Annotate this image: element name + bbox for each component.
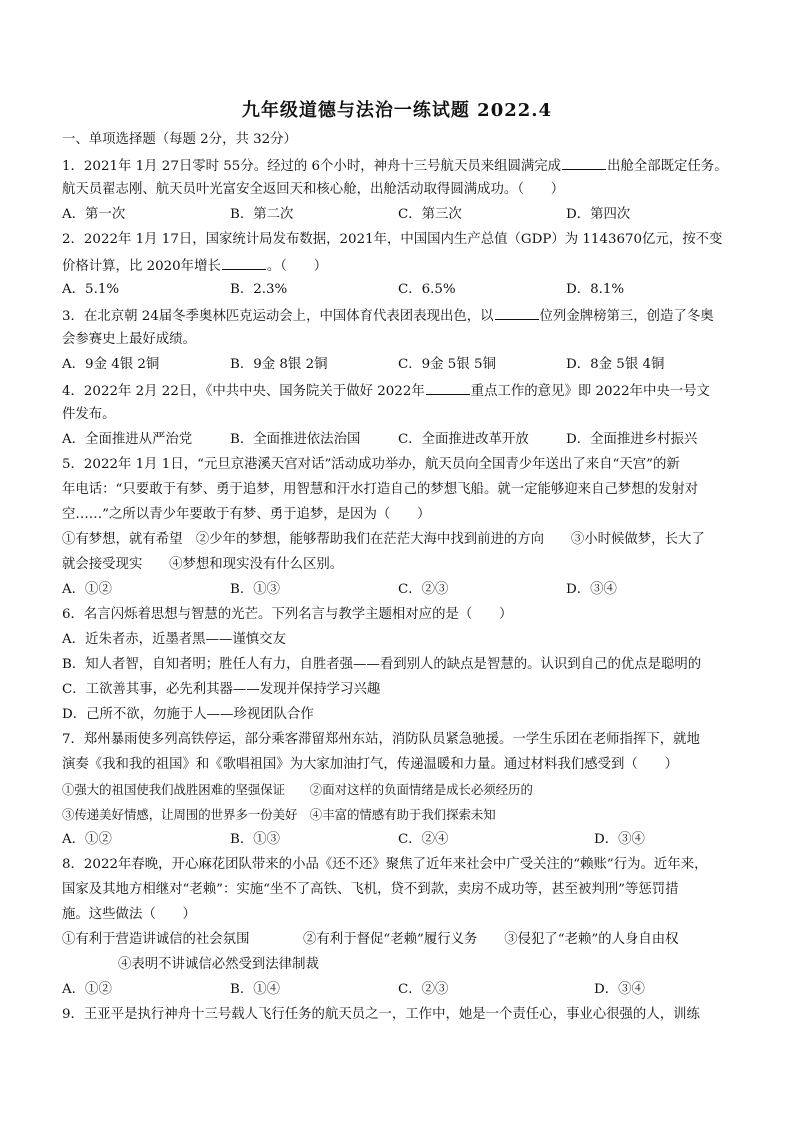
question-8-statements-2: ④表明不讲诚信必然受到法律制裁: [118, 957, 319, 972]
question-7-line-1: 7．郑州暴雨使多列高铁停运，部分乘客滞留郑州东站，消防队员紧急驰援。一学生乐团在老师指挥下，就地: [62, 732, 700, 747]
q1-option-a: A．第一次: [62, 207, 126, 222]
question-3-line-2: 会参赛史上最好成绩。: [62, 332, 196, 347]
question-4-line-1: 4．2022年 2月 22日，《中共中央、国务院关于做好 2022年 重点工作的意见》即 2022年中央一号文: [62, 381, 710, 401]
q2-option-d: D．8.1%: [566, 282, 625, 297]
q2-option-a: A．5.1%: [62, 282, 120, 297]
q7-option-c: C．②④: [398, 832, 449, 847]
q7-option-d: D．③④: [594, 832, 645, 847]
question-5-statements-2: 就会接受现实 ④梦想和现实没有什么区别。: [62, 557, 344, 572]
question-8-line-1: 8．2022年春晚，开心麻花团队带来的小品《还不还》聚焦了近年来社会中广受关注的“赖账”行为。近年来，: [62, 857, 708, 872]
question-5-line-2: 年电话：“只要敢于有梦、勇于追梦，用智慧和汗水打造自己的梦想飞船。就一定能够迎来自己梦想的发射对: [62, 482, 699, 497]
q1-option-d: D．第四次: [566, 207, 631, 222]
question-9-line-1: 9．王亚平是执行神舟十三号载人飞行任务的航天员之一，工作中，她是一个责任心，事业心很强的人，训练: [62, 1007, 700, 1022]
question-3-line-1: 3．在北京朝 24届冬季奥林匹克运动会上，中国体育代表团表现出色，以 位列金牌榜第三，创造了冬奥: [62, 306, 714, 326]
question-6-line-1: 6．名言闪烁着思想与智慧的光芒。下列名言与教学主题相对应的是（ ）: [62, 607, 513, 622]
q7-option-a: A．①②: [62, 832, 112, 847]
answer-blank: [562, 156, 606, 170]
question-5-line-1: 5．2022年 1月 1日，“元旦京港溪天宫对话”活动成功举办，航天员向全国青少年送出了来自“天宫”的新: [62, 457, 680, 472]
q6-option-b: B．知人者智，自知者明；胜任人有力，自胜者强——看到别人的缺点是智慧的。认识到自己的优点是聪明的: [62, 657, 702, 672]
answer-blank: [426, 381, 470, 395]
question-4-line-2: 件发布。: [62, 407, 116, 422]
q5-option-d: D．③④: [566, 582, 617, 597]
q1-option-c: C．第三次: [398, 207, 462, 222]
q5-option-a: A．①②: [62, 582, 112, 597]
question-7-statements-1: ①强大的祖国使我们战胜困难的坚强保证 ②面对这样的负面情绪是成长必须经历的: [62, 782, 533, 797]
answer-blank: [495, 306, 539, 320]
q4-option-a: A．全面推进从严治党: [62, 432, 193, 447]
question-8-line-3: 施。这些做法（ ）: [62, 907, 196, 922]
question-5-line-3: 空……”之所以青少年要敢于有梦、勇于追梦，是因为（ ）: [62, 507, 431, 522]
q1-option-b: B．第二次: [230, 207, 294, 222]
question-1-line-1: 1．2021年 1月 27日零时 55分。经过的 6个小时，神舟十三号航天员来组圆满完成 出舱全部既定任务。: [62, 156, 728, 176]
question-8-line-2: 国家及其地方相继对“老赖”：实施“坐不了高铁、飞机，贷不到款，卖房不成功等，甚至被判刑”等惩罚措: [62, 882, 679, 897]
question-5-statements-1: ①有梦想，就有希望 ②少年的梦想，能够帮助我们在茫茫大海中找到前进的方向 ③小时候做梦，长大了: [62, 532, 705, 547]
q4-option-b: B．全面推进依法治国: [230, 432, 361, 447]
question-1-line-2: 航天员翟志刚、航天员叶光富安全返回天和核心舱，出舱活动取得圆满成功。（ ）: [62, 182, 565, 197]
q3-option-b: B．9金 8银 2铜: [230, 357, 328, 372]
q3-option-c: C．9金 5银 5铜: [398, 357, 496, 372]
q8-option-a: A．①②: [62, 982, 112, 997]
question-2-line-2: 价格计算，比 2020年增长 。（ ）: [62, 256, 327, 276]
q6-option-d: D．己所不欲，勿施于人——珍视团队合作: [62, 707, 314, 722]
question-7-line-2: 演奏《我和我的祖国》和《歌唱祖国》为大家加油打气，传递温暖和力量。通过材料我们感受到（ ）: [62, 757, 678, 772]
q3-option-a: A．9金 4银 2铜: [62, 357, 160, 372]
q4-option-c: C．全面推进改革开放: [398, 432, 529, 447]
q4-option-d: D．全面推进乡村振兴: [566, 432, 698, 447]
q6-option-a: A．近朱者赤，近墨者黑——谨慎交友: [62, 632, 286, 647]
question-2-line-1: 2．2022年 1月 17日，国家统计局发布数据，2021年，中国国内生产总值（GDP）为 1143670亿元，按不变: [62, 232, 723, 247]
answer-blank: [222, 256, 266, 270]
q5-option-b: B．①③: [230, 582, 281, 597]
q8-option-b: B．①④: [230, 982, 281, 997]
q6-option-c: C．工欲善其事，必先利其器——发现并保持学习兴趣: [62, 682, 381, 697]
q8-option-c: C．②③: [398, 982, 449, 997]
question-7-statements-2: ③传递美好情感，让周围的世界多一份美好 ④丰富的情感有助于我们探索未知: [62, 807, 496, 822]
q7-option-b: B．①③: [230, 832, 281, 847]
q8-option-d: D．③④: [594, 982, 645, 997]
q2-option-b: B．2.3%: [230, 282, 288, 297]
q5-option-c: C．②③: [398, 582, 449, 597]
page-title: 九年级道德与法治一练试题 2022.4: [241, 100, 553, 121]
question-8-statements-1: ①有利于营造讲诚信的社会氛围 ②有利于督促“老赖”履行义务 ③侵犯了“老赖”的人身自由权: [62, 932, 679, 947]
q3-option-d: D．8金 5银 4铜: [566, 357, 665, 372]
section-heading: 一、单项选择题（每题 2分，共 32分）: [62, 132, 297, 147]
q2-option-c: C．6.5%: [398, 282, 456, 297]
